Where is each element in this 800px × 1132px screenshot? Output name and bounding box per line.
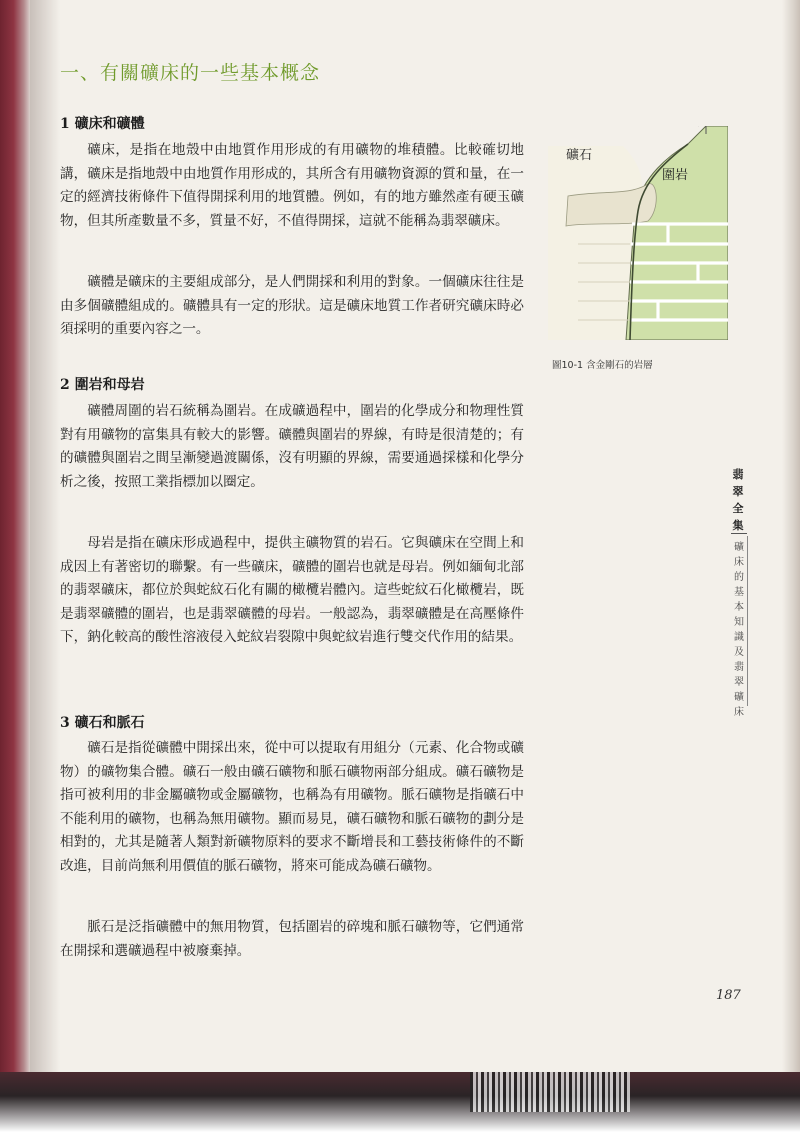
page-edge: [782, 0, 800, 1072]
paragraph: 礦體周圍的岩石統稱為圍岩。在成礦過程中，圍岩的化學成分和物理性質對有用礦物的富集具有較大的影響。礦體與圍岩的界線，有時是很清楚的；有的礦體與圍岩之間呈漸變過渡關係，沒有明顯的界線，需要通過採樣和化學分析之後，按照工業指標加以圈定。: [60, 403, 524, 490]
side-divider: [731, 533, 747, 534]
binding-shadow: [30, 0, 60, 1072]
section-title-2: 2 圍岩和母岩: [60, 377, 145, 393]
book-binding: [0, 0, 30, 1072]
figure-diagram: [548, 126, 728, 340]
paragraph: 礦石是指從礦體中開採出來，從中可以提取有用組分（元素、化合物或礦物）的礦物集合體。礦石一般由礦石礦物和脈石礦物兩部分組成。礦石礦物是指可被利用的非金屬礦物或金屬礦物，也稱為有用礦物。脈石礦物是指礦石中不能利用的礦物，也稱為無用礦物。顯而易見，礦石礦物和脈石礦物的劃分是相對的，尤其是隨著人類對新礦物原料的要求不斷增長和工藝技術條件的不斷改進，目前尚無利用價值的脈石礦物，將來可能成為礦石礦物。: [60, 740, 524, 874]
paragraph: 母岩是指在礦床形成過程中，提供主礦物質的岩石。它與礦床在空間上和成因上有著密切的聯繫。有一些礦床，礦體的圍岩也就是母岩。例如緬甸北部的翡翠礦床，都位於與蛇紋石化有關的橄欖岩體內。這些蛇紋石化橄欖岩，既是翡翠礦體的圍岩，也是翡翠礦體的母岩。一般認為，翡翠礦體是在高壓條件下，鈉化較高的酸性溶液侵入蛇紋岩裂隙中與蛇紋岩進行雙交代作用的結果。: [60, 535, 524, 646]
paragraph: 脈石是泛指礦體中的無用物質，包括圍岩的碎塊和脈石礦物等，它們通常在開採和選礦過程中被廢棄掉。: [60, 919, 524, 959]
side-chapter-title: 礦 床 的 基 本 知 識 及 翡 翠 礦 床: [734, 542, 744, 718]
scan-artifact: [470, 1072, 630, 1112]
chapter-title: 一、有關礦床的一些基本概念: [60, 62, 321, 84]
figure-caption: 圖10-1 含金剛石的岩層: [552, 360, 653, 371]
figure-label-wallrock: 圍岩: [662, 168, 689, 183]
side-vertical-rule: [747, 536, 748, 706]
wallrock-zone: [626, 126, 728, 340]
side-series-title: 翡 翠 全 集: [732, 468, 744, 532]
paragraph: 礦體是礦床的主要組成部分，是人們開採和利用的對象。一個礦床往往是由多個礦體組成的。礦體具有一定的形狀。這是礦床地質工作者研究礦床時必須採明的重要內容之一。: [60, 274, 524, 338]
page-number: 187: [716, 988, 741, 1003]
scan-border: [0, 1072, 800, 1132]
figure-label-ore: 礦石: [566, 148, 593, 163]
paragraph: 礦床，是指在地殼中由地質作用形成的有用礦物的堆積體。比較確切地講，礦床是指地殼中由地質作用形成的，其所含有用礦物資源的質和量，在一定的經濟技術條件下值得開採利用的地質體。例如，有的地方雖然產有硬玉礦物，但其所產數量不多，質量不好，不值得開採，這就不能稱為翡翠礦床。: [60, 142, 524, 229]
section-title-3: 3 礦石和脈石: [60, 715, 145, 731]
section-title-1: 1 礦床和礦體: [60, 116, 145, 132]
